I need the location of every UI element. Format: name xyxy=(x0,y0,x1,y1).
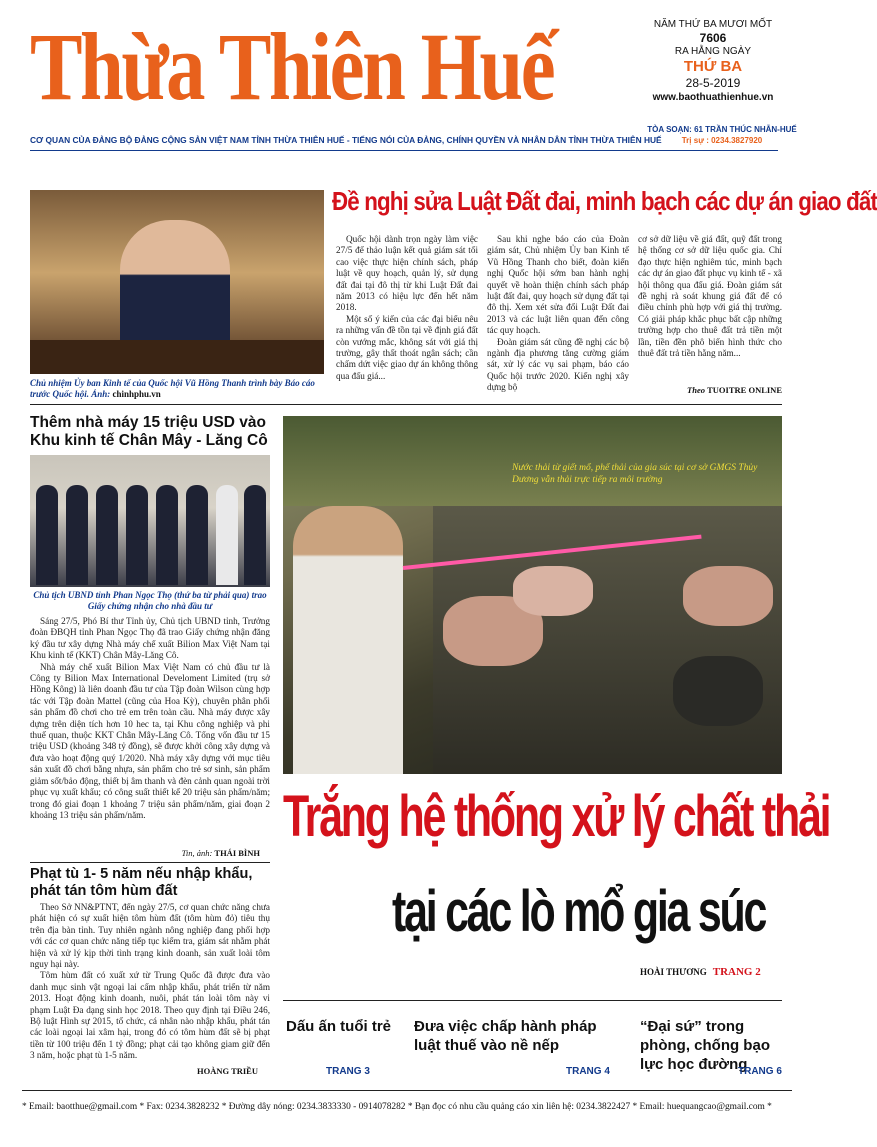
pen-wall xyxy=(283,416,782,506)
story1-author: THÁI BÌNH xyxy=(214,848,260,858)
teaser-divider xyxy=(283,1000,782,1001)
person-figure xyxy=(66,485,88,585)
teaser-1-page[interactable]: TRANG 3 xyxy=(326,1066,370,1077)
story1-photo xyxy=(30,455,270,587)
story1-headline[interactable]: Thêm nhà máy 15 triệu USD vào Khu kinh tế Chân Mây - Lăng Cô xyxy=(30,414,268,449)
story1-paragraph: Sáng 27/5, Phó Bí thư Tỉnh ủy, Chủ tịch UBND tỉnh, Trưởng đoàn ĐBQH tỉnh Phan Ngọc Thọ đã trao Giấy chứng nhận đăng ký đầu tư xây dựng Nhà máy chế xuất Bilion Max Việt Nam tại Khu kinh tế (KKT) Chân Mây-Lăng Cô. xyxy=(30,616,270,661)
website-link[interactable]: www.baothuathienhue.vn xyxy=(652,92,774,103)
office-phone: Trị sự : 0234.3827920 xyxy=(681,136,763,145)
teaser-3-page[interactable]: TRANG 6 xyxy=(738,1066,782,1077)
issue-date: 28-5-2019 xyxy=(685,76,741,90)
main-headline-line1[interactable]: Trắng hệ thống xử lý chất thải xyxy=(283,784,830,849)
lead-paragraph: Đoàn giám sát cũng đề nghị các bộ ngành địa phương tăng cường giám sát, xử lý các vụ sai phạm, báo cáo Quốc hội trước 2020. Kiến nghị xây dựng bộ xyxy=(487,336,629,393)
teaser-2-page[interactable]: TRANG 4 xyxy=(566,1066,610,1077)
main-headline-line2[interactable]: tại các lò mổ gia súc xyxy=(392,879,766,944)
person-figure xyxy=(156,485,178,585)
lead-source xyxy=(680,385,782,395)
footer-divider xyxy=(22,1090,792,1091)
person-figure xyxy=(96,485,118,585)
podium xyxy=(30,340,324,374)
story2-paragraph: Theo Sở NN&PTNT, đến ngày 27/5, cơ quan chức năng chưa phát hiện có sự xuất hiện tôm hùm đất (tôm hùm đỏ) tiêu thụ trên địa bàn tỉnh. Tuy nhiên ngành nông nghiệp đang phối hợp với các cơ quan chức năng tiếp tục kiểm tra, giám sát nhằm phát hiện và xử lý kịp thời tình trạng kinh doanh, sản xuất loài tôm nguy hại này. xyxy=(30,902,270,970)
pig-figure xyxy=(673,656,763,726)
issue-weekday: THỨ BA xyxy=(683,58,743,75)
lead-photo xyxy=(30,190,324,374)
lead-paragraph: cơ sở dữ liệu về giá đất, quỹ đất trong hệ thống cơ sở dữ liệu quốc gia. Chỉ đạo thực hiện nghiêm túc, minh bạch các dự án giao đất phục vụ kinh tế - xã hội thông qua đấu giá. Đoàn giám sát đề nghị rà soát khung giá đất để có điều chỉnh phù hợp với giá thị trường. Có giải pháp khắc phục bất cập những trường hợp cho thuê đất trả tiền một lần, tiền đền phô biến hình thức cho thuê đất trả tiền hằng năm... xyxy=(638,234,782,359)
story1-paragraph: Nhà máy chế xuất Bilion Max Việt Nam có chủ đầu tư là Công ty Bilion Max International Develoment Limited (trụ sở Hồng Kông) là liên doanh đầu tư của Tập đoàn Wilson cùng hợp tác với Tập đoàn Mattel (cũng của Hoa Kỳ), chuyên phân phối sản phẩm đồ chơi cho trẻ em trên toàn cầu. Nhà máy được xây dựng trên diện tích hơn 10 hec ta, tại Khu công nghiệp và phi thuế quan, thuộc KKT Chân Mây-Lăng Cô. Tổng vốn đầu tư 15 triệu USD (khoảng 348 tỷ đồng), sẽ được khởi công xây dựng và đưa vào hoạt động quý 1/2020. Nhà máy xây dựng với mục tiêu sản xuất đồ chơi bằng nhựa, sản phẩm cho trẻ sơ sinh, sản phẩm giảm sốt/bảo động, thiết bị âm thanh và đèn cảnh quan ngoài trời phục vụ xuất khẩu; có công suất thiết kế 20 triệu sản phẩm/năm; trong đó giai đoạn 1 khoảng 7 triệu sản phẩm/năm, giai đoạn 2 khoảng 13 triệu sản phẩm/năm. xyxy=(30,661,270,820)
story2-paragraph: Tôm hùm đất có xuất xứ từ Trung Quốc đã được đưa vào danh mục sinh vật ngoại lai cấm nhập khẩu, phát triển từ năm 2013. Hoạt động kinh doanh, nuôi, phát tán loài tôm này vi phạm Luật Đa dạng sinh học 2018. Theo quy định tại Điều 246, Bộ luật Hình sự 2015, tổ chức, cá nhân nào nhập khẩu, phát tán các loài ngoại lai xâm hại, trong đó có tôm hùm đất sẽ bị phạt tiền từ 100 triệu đến 1 tỷ đồng; phạt cải tạo không giam giữ đến 3 năm, hoặc phạt tù 1-5 năm. xyxy=(30,970,270,1061)
story1-body xyxy=(30,616,270,821)
person-figure xyxy=(36,485,58,585)
section-divider xyxy=(30,404,782,405)
person-figure xyxy=(244,485,266,585)
lead-source-prefix: Theo xyxy=(687,385,708,395)
pig-figure xyxy=(513,566,593,616)
story1-sig-prefix: Tin, ảnh: xyxy=(181,848,215,858)
masthead xyxy=(30,8,630,126)
lead-paragraph: Quốc hội dành trọn ngày làm việc 27/5 để thảo luận kết quả giám sát tối cao việc thực hiện chính sách, pháp luật về quy hoạch, quản lý, sử dụng đất đai tại đô thị từ khi Luật Đất đai năm 2013 có hiệu lực đến hết năm 2018. xyxy=(336,234,478,313)
lead-caption-text: Chủ nhiệm Ủy ban Kinh tế của Quốc hội Vũ Hồng Thanh trình bày Báo cáo trước Quốc hội. Ảnh: xyxy=(30,378,315,399)
main-photo-caption: Nước thải từ giết mổ, phế thải của gia súc tại cơ sở GMGS Thủy Dương vẫn thải trực tiếp ra môi trường xyxy=(512,463,758,485)
masthead-tagline: CƠ QUAN CỦA ĐẢNG BỘ ĐẢNG CỘNG SẢN VIỆT NAM TỈNH THỪA THIÊN HUẾ - TIẾNG NÓI CỦA ĐẢNG, CHÍNH QUYỀN VÀ NHÂN DÂN TỈNH THỪA THIÊN HUẾ xyxy=(30,135,662,145)
lead-photo-caption xyxy=(30,378,324,400)
story1-signature xyxy=(30,848,260,858)
main-byline xyxy=(640,966,782,978)
lead-paragraph: Một số ý kiến của các đại biểu nêu ra những vấn đề tồn tại về định giá đất còn vướng mắc, không sát với giá thị trường, gây thất thoát ngân sách; cần chấm dứt việc giao dự án không thông qua đấu giá... xyxy=(336,313,478,381)
address-text: TÒA SOẠN: 61 TRẦN THÚC NHẪN-HUẾ xyxy=(647,125,797,134)
masthead-divider xyxy=(30,150,778,151)
newspaper-title: Thừa Thiên Huế xyxy=(30,13,554,120)
teaser-3[interactable]: “Đại sứ” trong phòng, chống bạo lực học đường xyxy=(640,1018,770,1073)
pig-figure xyxy=(683,566,773,626)
lead-column-2 xyxy=(487,234,629,394)
teaser-1[interactable]: Dấu ấn tuổi trẻ xyxy=(286,1018,392,1035)
issue-year: NĂM THỨ BA MƯƠI MỐT xyxy=(653,19,773,30)
worker-figure xyxy=(293,506,403,774)
issue-number: 7606 xyxy=(699,31,727,45)
person-figure xyxy=(126,485,148,585)
lead-caption-credit: chinhphu.vn xyxy=(112,389,161,399)
issue-frequency: RA HẰNG NGÀY xyxy=(674,46,752,57)
story-divider xyxy=(30,862,270,863)
lead-column-3 xyxy=(638,234,782,359)
story2-body xyxy=(30,902,270,1062)
lead-source-name: TUOITRE ONLINE xyxy=(707,385,782,395)
main-author: HOÀI THƯƠNG xyxy=(640,967,707,977)
office-address xyxy=(642,124,802,146)
story2-signature: HOÀNG TRIỀU xyxy=(196,1066,258,1076)
main-page-ref[interactable]: TRANG 2 xyxy=(712,966,761,978)
lead-paragraph: Sau khi nghe báo cáo của Đoàn giám sát, Chủ nhiệm Ủy ban Kinh tế Vũ Hồng Thanh cho biết, đoàn kiến nghị Quốc hội sớm ban hành nghị quyết về hoàn thiện chính sách pháp luật đất đai, quy hoạch sử dụng đất tại đô thị. Xem xét sửa đổi Luật Đất đai 2013 và các luật liên quan đến công tác quy hoạch. xyxy=(487,234,629,336)
lead-column-1 xyxy=(336,234,478,382)
story2-headline[interactable]: Phạt tù 1- 5 năm nếu nhập khẩu, phát tán tôm hùm đất xyxy=(30,866,253,899)
lead-headline[interactable]: Đề nghị sửa Luật Đất đai, minh bạch các dự án giao đất xyxy=(332,186,877,216)
story1-caption: Chủ tịch UBND tỉnh Phan Ngọc Thọ (thứ ba từ phải qua) trao Giấy chứng nhận cho nhà đầu tư xyxy=(33,590,267,611)
issue-info xyxy=(648,18,778,130)
person-figure xyxy=(186,485,208,585)
footer-contact: * Email: baotthue@gmail.com * Fax: 0234.3828232 * Đường dây nóng: 0234.3833330 - 0914078282 * Bạn đọc có nhu cầu quảng cáo xin liên hệ: 0234.3822427 * Email: huequangcao@gmail.com * xyxy=(22,1102,772,1112)
person-figure xyxy=(216,485,238,585)
teaser-2[interactable]: Đưa việc chấp hành pháp luật thuế vào nề nếp xyxy=(414,1018,597,1054)
